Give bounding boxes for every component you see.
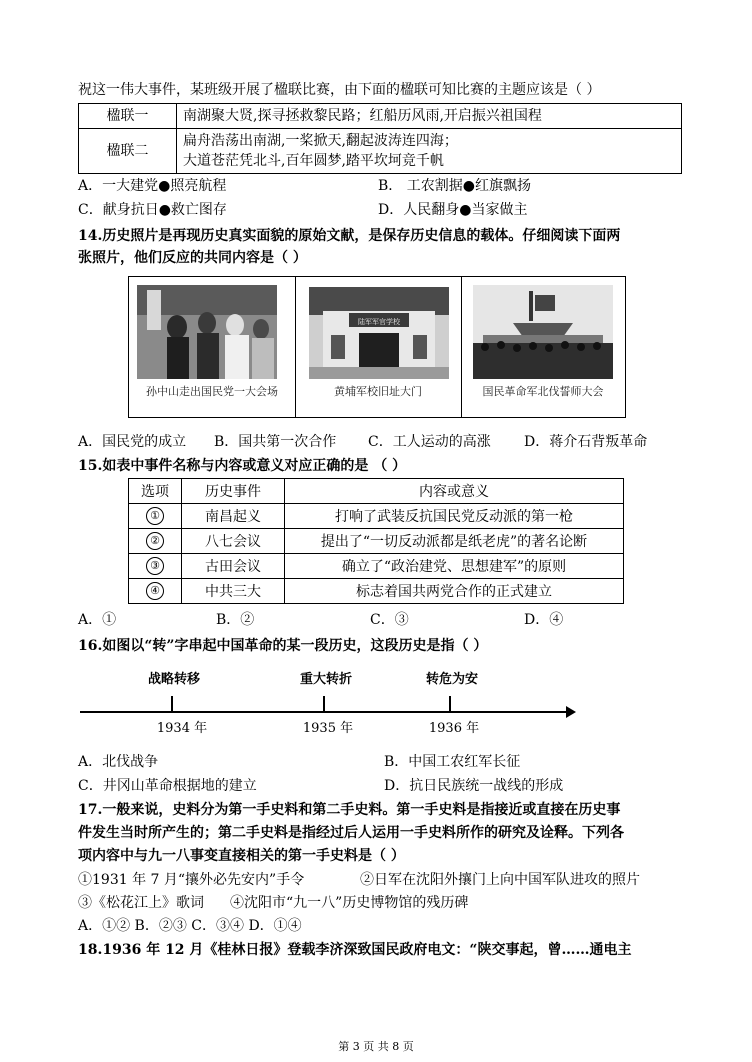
q14-option-b: B．国共第一次合作 <box>214 434 337 450</box>
photo-image-whampoa <box>309 287 449 379</box>
row-number-cell <box>129 554 182 579</box>
timeline-year: 1936 年 <box>428 721 480 736</box>
q15-option-b: B．② <box>216 612 255 628</box>
content-cell: 提出了“一切反动派都是纸老虎”的著名论断 <box>285 529 624 554</box>
couplet-text <box>177 129 682 174</box>
q13-option-c: C．献身抗日●救亡图存 <box>78 202 227 218</box>
table-header-row <box>129 479 624 504</box>
table-row <box>129 504 624 529</box>
timeline-year: 1934 年 <box>156 721 208 736</box>
table-row <box>129 579 624 604</box>
photo-sun-yatsen <box>129 277 296 417</box>
q14-stem-line2: 张照片，他们反应的共同内容是（ ） <box>78 250 307 266</box>
content-cell: 打响了武装反抗国民党反动派的第一枪 <box>285 504 624 529</box>
page-footer: 第 3 页 共 8 页 <box>338 1040 414 1053</box>
q15-option-a: A．① <box>78 612 117 628</box>
events-table <box>128 478 624 604</box>
couplet-table <box>78 103 682 174</box>
q17-stem-line3: 项内容中与九一八事变直接相关的第一手史料是（ ） <box>78 848 405 864</box>
table-row <box>129 529 624 554</box>
col-header-event: 历史事件 <box>182 479 285 504</box>
table-row <box>129 554 624 579</box>
timeline-label: 战略转移 <box>147 672 201 687</box>
photo-caption: 国民革命军北伐誓师大会 <box>482 385 604 398</box>
q18-stem: 18.1936 年 12 月《桂林日报》登载李济深致国民政府电文：“陕交事起，曾……通电主 <box>78 942 632 958</box>
q17-item-4: ④沈阳市“九一八”历史博物馆的残历碑 <box>230 895 469 911</box>
couplet-label: 楹联二 <box>79 129 177 174</box>
q13-intro: 祝这一伟大事件，某班级开展了楹联比赛，由下面的楹联可知比赛的主题应该是（ ） <box>78 82 601 98</box>
q15-stem: 15.如表中事件名称与内容或意义对应正确的是 （ ） <box>78 458 407 474</box>
q15-option-c: C．③ <box>370 612 409 628</box>
photo-caption: 孙中山走出国民党一大会场 <box>146 385 278 398</box>
content-cell: 确立了“政治建党、思想建军”的原则 <box>285 554 624 579</box>
timeline-arrow-icon <box>566 706 576 718</box>
gate-sign-text: 陆军军官学校 <box>358 318 400 326</box>
q13-option-a: A．一大建党●照亮航程 <box>78 178 227 194</box>
couplet-line: 扁舟浩荡出南湖,一桨掀天,翻起波涛连四海； <box>183 133 458 149</box>
q16-option-c: C．井冈山革命根据地的建立 <box>78 778 257 794</box>
q17-item-1: ①1931 年 7 月“攘外必先安内”手令 <box>78 872 305 888</box>
row-number: ② <box>146 532 164 550</box>
timeline-label: 转危为安 <box>425 672 479 687</box>
row-number-cell <box>129 579 182 604</box>
q17-stem-line1: 17.一般来说，史料分为第一手史料和第二手史料。第一手史料是指接近或直接在历史事 <box>78 802 621 818</box>
q14-option-c: C．工人运动的高涨 <box>368 434 491 450</box>
table-row <box>79 129 682 174</box>
couplet-label: 楹联一 <box>79 104 177 129</box>
photo-panel <box>128 276 626 418</box>
row-number-cell <box>129 504 182 529</box>
event-cell: 八七会议 <box>182 529 285 554</box>
q13-option-b: B． 工农割据●红旗飘扬 <box>378 178 531 194</box>
timeline-label: 重大转折 <box>299 672 353 687</box>
col-header-option: 选项 <box>129 479 182 504</box>
q17-item-2: ②日军在沈阳外攘门上向中国军队进攻的照片 <box>360 872 640 888</box>
photo-caption: 黄埔军校旧址大门 <box>334 385 422 398</box>
q16-option-d: D．抗日民族统一战线的形成 <box>384 778 564 794</box>
couplet-line: 大道苍茫凭北斗,百年圆梦,踏平坎坷竞千帆 <box>183 153 444 169</box>
photo-image-rally <box>473 285 613 379</box>
row-number-cell <box>129 529 182 554</box>
table-row <box>79 104 682 129</box>
timeline-year: 1935 年 <box>302 721 354 736</box>
q16-option-b: B．中国工农红军长征 <box>384 754 521 770</box>
row-number: ③ <box>146 557 164 575</box>
photo-image-sun-yatsen <box>137 285 277 379</box>
col-header-content: 内容或意义 <box>285 479 624 504</box>
event-cell: 古田会议 <box>182 554 285 579</box>
q16-stem: 16.如图以“转”字串起中国革命的某一段历史，这段历史是指（ ） <box>78 638 488 654</box>
event-cell: 南昌起义 <box>182 504 285 529</box>
row-number: ① <box>146 507 164 525</box>
q17-stem-line2: 件发生当时所产生的；第二手史料是指经过后人运用一手史料所作的研究及诠释。下列各 <box>78 825 624 841</box>
photo-northern-expedition <box>461 277 625 417</box>
q14-option-d: D．蒋介石背叛革命 <box>524 434 648 450</box>
q16-option-a: A．北伐战争 <box>78 754 159 770</box>
couplet-text: 南湖聚大贤,探寻拯救黎民路；红船历风雨,开启振兴祖国程 <box>177 104 682 129</box>
row-number: ④ <box>146 582 164 600</box>
content-cell: 标志着国共两党合作的正式建立 <box>285 579 624 604</box>
q13-option-d: D．人民翻身●当家做主 <box>378 202 528 218</box>
q14-option-a: A．国民党的成立 <box>78 434 187 450</box>
q14-stem-line1: 14.历史照片是再现历史真实面貌的原始文献，是保存历史信息的载体。仔细阅读下面两 <box>78 228 621 244</box>
photo-whampoa <box>295 277 462 417</box>
event-cell: 中共三大 <box>182 579 285 604</box>
timeline-diagram <box>78 666 578 738</box>
q17-item-3: ③《松花江上》歌词 <box>78 895 204 911</box>
q15-option-d: D．④ <box>524 612 564 628</box>
q17-options: A．①② B．②③ C．③④ D．①④ <box>78 918 302 934</box>
